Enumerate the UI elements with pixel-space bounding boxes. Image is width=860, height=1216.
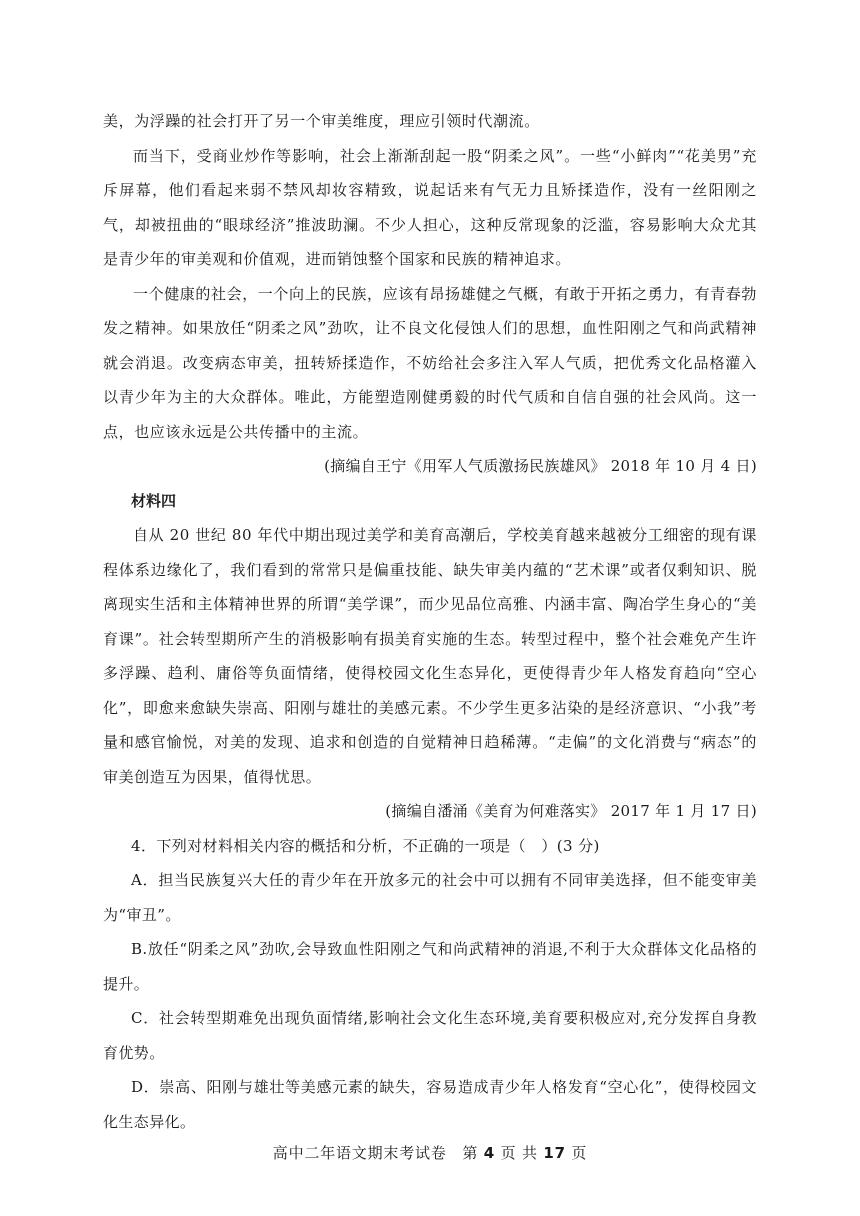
paragraph-material4: 自从 20 世纪 80 年代中期出现过美学和美育高潮后，学校美育越来越被分工细密的现有课程体系边缘化了，我们看到的常常只是偏重技能、缺失审美内蕴的“艺术课”或者仅剩知识、脱离现实生活和主体精神世界的所谓“美学课”，而少见品位高雅、内涵丰富、陶冶学生身心的“美育课”。社会转型期所产生的消极影响有损美育实施的生态。转型过程中，整个社会难免产生许多浮躁、趋利、庸俗等负面情绪，使得校园文化生态异化，更使得青少年人格发育趋向“空心化”，即愈来愈缺失崇高、阳刚与雄壮的美感元素。不少学生更多沾染的是经济意识、“小我”考量和感官愉悦，对美的发现、追求和创造的自觉精神日趋稀薄。“走偏”的文化消费与“病态”的审美创造互为因果，值得忧思。 bbox=[103, 526, 757, 786]
source-citation-material4: (摘编自潘涌《美育为何难落实》 2017 年 1 月 17 日) bbox=[385, 802, 757, 820]
option-a: A．担当民族复兴大任的青少年在开放多元的社会中可以拥有不同审美选择，但不能变审美为“审丑”。 bbox=[103, 871, 757, 924]
paragraph-healthy-society: 一个健康的社会，一个向上的民族，应该有昂扬雄健之气概，有敢于开拓之勇力，有青春勃发之精神。如果放任“阴柔之风”劲吹，让不良文化侵蚀人们的思想，血性阳刚之气和尚武精神就会消退。改变病态审美，扭转矫揉造作，不妨给社会多注入军人气质，把优秀文化品格灌入以青少年为主的大众群体。唯此，方能塑造刚健勇毅的时代气质和自信自强的社会风尚。这一点，也应该永远是公共传播中的主流。 bbox=[103, 284, 758, 441]
material-four-heading: 材料四 bbox=[131, 491, 177, 510]
footer-prefix: 高中二年语文期末考试卷 第 bbox=[272, 1144, 484, 1162]
footer-page-number: 4 bbox=[483, 1144, 496, 1162]
footer-total-pages: 17 bbox=[543, 1144, 566, 1162]
option-d: D．崇高、阳刚与雄壮等美感元素的缺失，容易造成青少年人格发育“空心化”，使得校园文化生态异化。 bbox=[103, 1078, 757, 1131]
option-c: C．社会转型期难免出现负面情绪,影响社会文化生态环境,美育要积极应对,充分发挥自身教育优势。 bbox=[103, 1009, 757, 1062]
question-4-stem: 4．下列对材料相关内容的概括和分析，不正确的一项是（ ）(3 分) bbox=[131, 836, 600, 855]
paragraph-yinrou: 而当下，受商业炒作等影响，社会上渐渐刮起一股“阴柔之风”。一些“小鲜肉”“花美男”充斥屏幕，他们看起来弱不禁风却妆容精致，说起话来有气无力且矫揉造作，没有一丝阳刚之气，却被扭曲的“眼球经济”推波助澜。不少人担心，这种反常现象的泛滥，容易影响大众尤其是青少年的审美观和价值观，进而销蚀整个国家和民族的精神追求。 bbox=[103, 146, 757, 268]
paragraph-intro-tail: 美，为浮躁的社会打开了另一个审美维度，理应引领时代潮流。 bbox=[103, 112, 540, 130]
page-content bbox=[103, 104, 757, 1139]
footer-suffix: 页 bbox=[565, 1144, 588, 1162]
option-b: B.放任“阴柔之风”劲吹,会导致血性阳刚之气和尚武精神的消退,不利于大众群体文化品格的提升。 bbox=[103, 940, 757, 993]
footer-middle: 页 共 bbox=[495, 1144, 544, 1162]
source-citation-material3: (摘编自王宁《用军人气质激扬民族雄风》 2018 年 10 月 4 日) bbox=[324, 457, 757, 475]
page-footer bbox=[0, 1142, 860, 1163]
